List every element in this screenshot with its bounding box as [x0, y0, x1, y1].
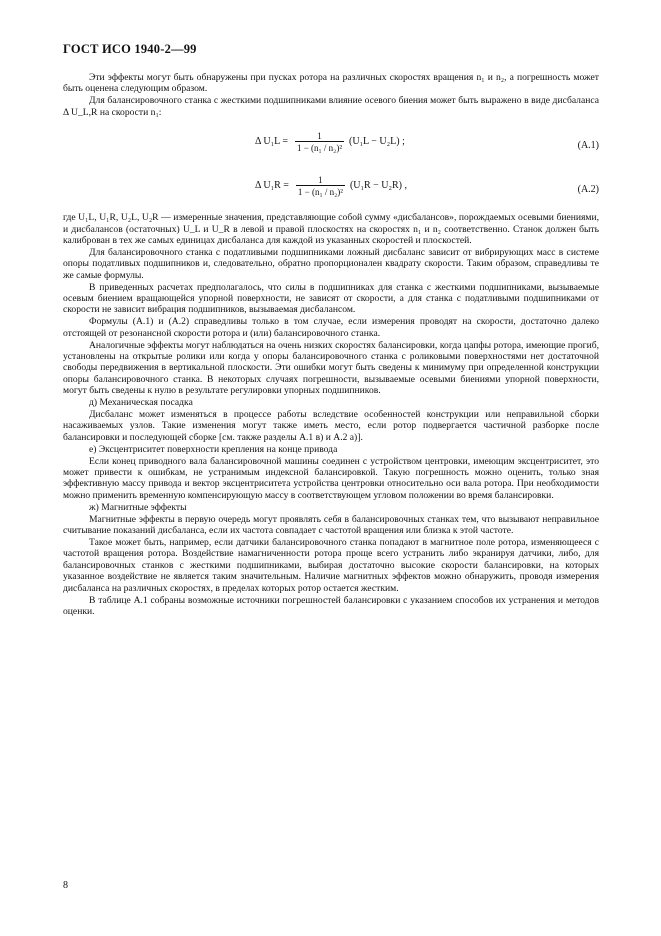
section-heading: ж) Магнитные эффекты: [89, 501, 187, 513]
paragraph: В таблице A.1 собраны возможные источники погрешностей балансировки с указанием способов их устранения и методов оценки.: [63, 594, 599, 617]
paragraph: Эти эффекты могут быть обнаружены при пусках ротора на различных скоростях вращения n₁ и n₂, а погрешность может быть оценена следующим образом.: [63, 72, 599, 95]
equation-a2: [63, 170, 599, 206]
fraction-denominator: 1 − (n₁ / n₂)²: [297, 187, 343, 198]
paragraph: Для балансировочного станка с жесткими подшипниками влияние осевого биения может быть выражено в виде дисбаланса Δ U_L,R на скорости n₁:: [63, 95, 599, 118]
equation-number: (A.1): [577, 140, 599, 152]
paragraph: Дисбаланс может изменяться в процессе работы вследствие особенностей конструкции или неправильной сборки насаживаемых узлов. Такие изменения могут также иметь место, если ротор подвергается частичной разборке после балансировки и последующей сборке [см. также разделы A.1 в) и A.2 а)].: [63, 409, 599, 443]
equation-fraction: [296, 175, 345, 197]
equation-lhs: Δ U₁L =: [255, 136, 288, 148]
fraction-numerator: 1: [318, 175, 323, 186]
paragraph: Формулы (A.1) и (A.2) справедливы только в том случае, если измерения проводят на скорости, достаточно далеко отстоящей от резонансной скорости ротора и (или) балансировочного станка.: [63, 316, 599, 339]
equation-rhs: (U₁R − U₂R) ,: [349, 180, 408, 192]
equation-lhs: Δ U₁R =: [255, 180, 289, 192]
fraction-denominator: 1 − (n₁ / n₂)²: [296, 143, 343, 154]
paragraph: Магнитные эффекты в первую очередь могут проявлять себя в балансировочных станках тем, что вызывают неправильное считывание показаний дисбаланса, если их частота совпадает с частотой вращения или близка к этой частоте.: [63, 513, 599, 537]
equation-a1: [63, 126, 599, 162]
equation-fraction: [295, 131, 344, 153]
paragraph: Такое может быть, например, если датчики балансировочного станка попадают в магнитное поле ротора, изменяющееся с частотой вращения ротора. Воздействие намагниченности ротора проще всего устранить либо экранируя датчики, либо, для балансировочных станков с жесткими подшипниками, выбирая достаточно высокие скорости балансировки, на которых указанное воздействие не является таким значительным. Наличие магнитных эффектов можно обнаружить, проводя измерения дисбаланса на различных скоростях, в пределах которых ротор остается жестким.: [63, 537, 599, 594]
section-heading: е) Эксцентриситет поверхности крепления на конце привода: [89, 443, 338, 455]
paragraph: Аналогичные эффекты могут наблюдаться на очень низких скоростях балансировки, когда цапфы ротора, имеющие прогиб, установлены на открытые ролики или когда у опоры балансировочного станка с роликовыми поверхностями нет достаточной свободы передвижения в вертикальной плоскости. Эти ошибки могут быть сведены к минимуму при определенной конструкции опоры балансировочного станка. В некоторых случаях погрешности, вызываемые осевыми биениями упорной поверхности, могут быть сведены к нулю в результате регулировки упорных подшипников.: [63, 339, 599, 397]
paragraph: Для балансировочного станка с податливыми подшипниками ложный дисбаланс зависит от вибрирующих масс в системе опоры податливых подшипников и, следовательно, обратно пропорционален квадрату скорости. Таким образом, справедливы те же самые формулы.: [63, 246, 599, 281]
section-heading: д) Механическая посадка: [89, 397, 193, 409]
paragraph: где U₁L, U₁R, U₂L, U₂R — измеренные значения, представляющие собой сумму «дисбалансов», порождаемых осевыми биениями, и дисбалансов (остаточных) U_L и U_R в левой и правой плоскостях на скоростях n₁ и n₂ соответственно. Станок должен быть калиброван в тех же самых единицах дисбаланса для каждой из указанных скоростей и плоскостей.: [63, 212, 599, 246]
page-number: 8: [63, 880, 68, 891]
document-body: [63, 72, 599, 617]
equation-rhs: (U₁L − U₂L) ;: [349, 136, 405, 148]
equation-number: (A.2): [577, 184, 599, 196]
fraction-numerator: 1: [317, 131, 322, 142]
paragraph: Если конец приводного вала балансировочной машины соединен с устройством центровки, имеющим эксцентриситет, это может привести к ошибкам, не устранимым индексной балансировкой. Такую погрешность можно оценить, только зная эффективную массу привода и вектор эксцентриситета устройства центровки относительно оси вала ротора. При необходимости можно применить временную компенсирующую массу в соответствующем угловом положении во время балансировки.: [63, 455, 599, 501]
paragraph: В приведенных расчетах предполагалось, что силы в подшипниках для станка с жесткими подшипниками, вызываемые осевым биением вращающейся упорной поверхности, не зависят от скорости, а для станка с податливыми подшипниками от скорости не зависит вибрация подшипников, вызываемая дисбалансом.: [63, 281, 599, 316]
document-header: ГОСТ ИСО 1940-2—99: [63, 42, 197, 56]
